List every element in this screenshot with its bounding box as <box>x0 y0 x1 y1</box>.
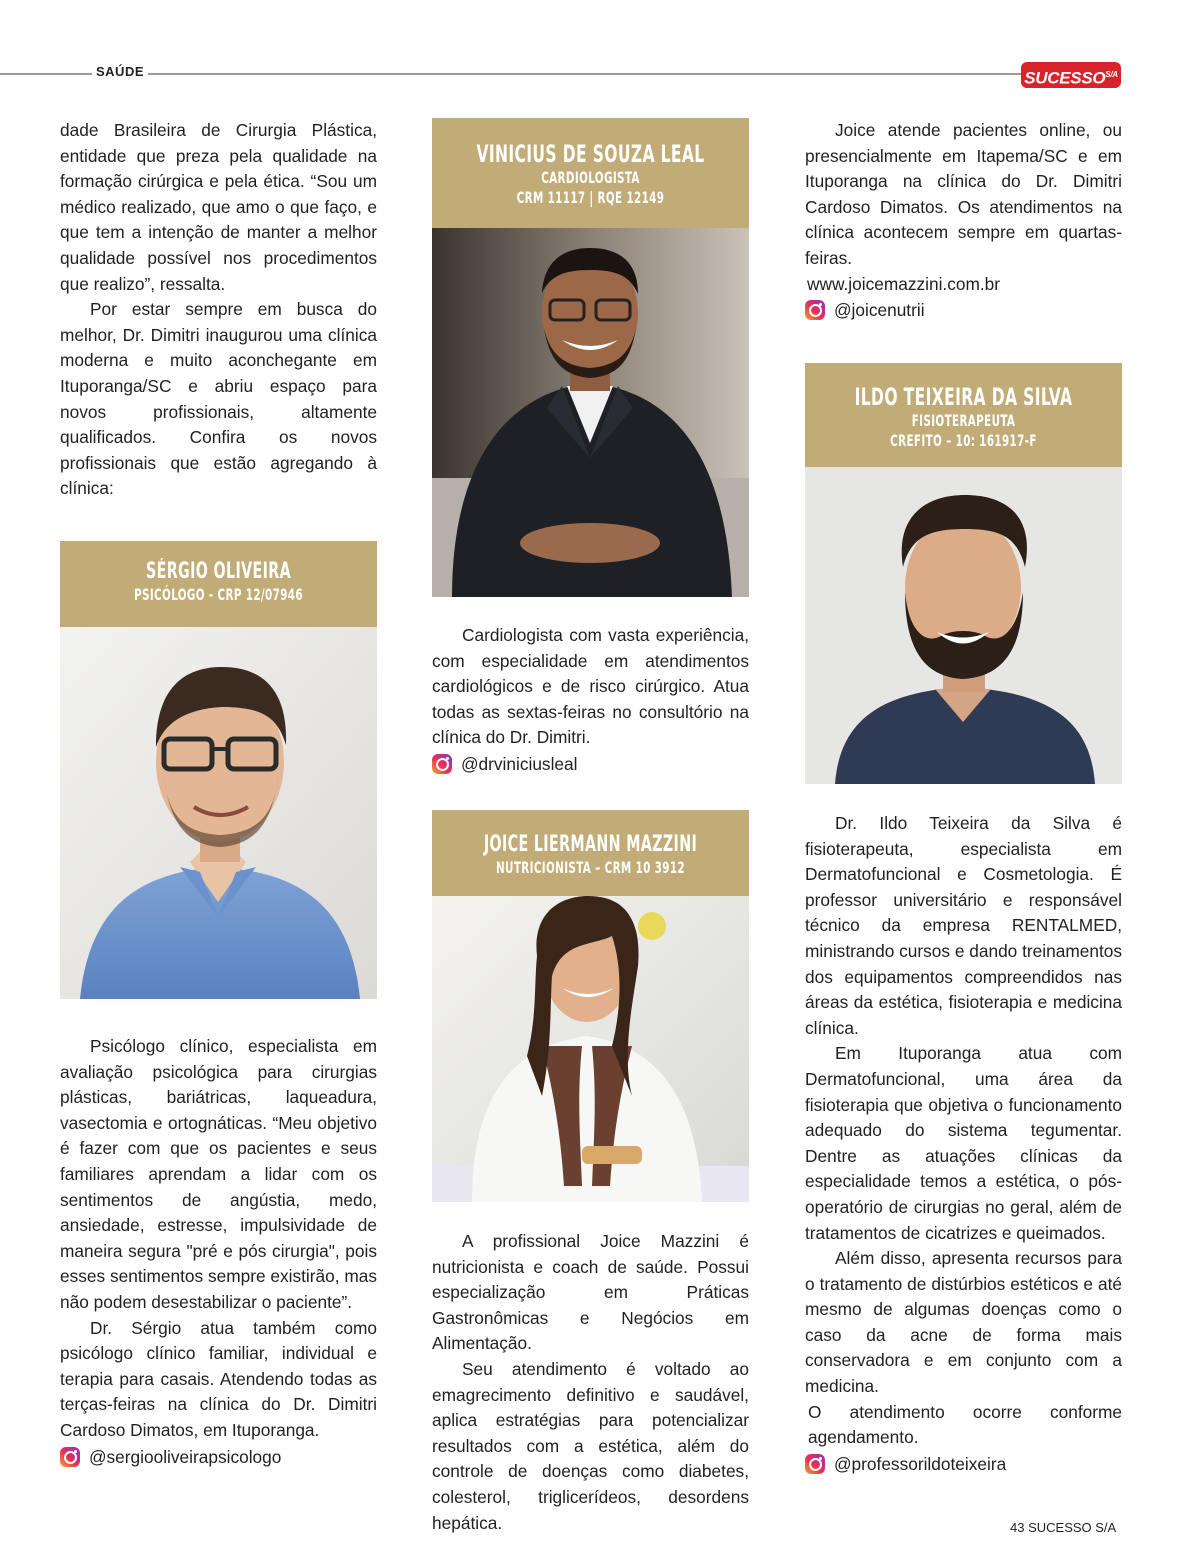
photo-vinicius <box>432 228 749 597</box>
page-number: 43 SUCESSO S/A <box>1010 1520 1117 1535</box>
profile-credential: CRM 11117 | RQE 12149 <box>516 188 665 207</box>
sergio-text <box>60 1034 377 1470</box>
vinicius-paragraph-1: Cardiologista com vasta experiência, com especialidade em atendimentos cardiológicos e de risco cirúrgico. Atua todas as sextas-feiras no consultório na clínica do Dr. Dimitri. <box>432 625 749 748</box>
profile-header-joice <box>432 810 749 896</box>
ildo-paragraph-3: Além disso, apresenta recursos para o tratamento de distúrbios estéticos e até mesmo de algumas doenças como o caso da acne de forma mais conservadora e em conjunto com a medicina. <box>805 1248 1122 1397</box>
instagram-icon <box>805 300 825 320</box>
joice-text <box>432 1229 749 1536</box>
profile-header-sergio <box>60 541 377 627</box>
profile-header-ildo <box>805 363 1122 467</box>
profile-credential: PSICÓLOGO - CRP 12/07946 <box>134 585 303 604</box>
profile-name: SÉRGIO OLIVEIRA <box>145 559 291 584</box>
instagram-icon <box>805 1454 825 1474</box>
joice-continued-paragraph: Joice atende pacientes online, ou presencialmente em Itapema/SC e em Ituporanga na clínica do Dr. Dimitri Cardoso Dimatos. Os atendimentos na clínica acontecem sempre em quartas-feiras. <box>805 120 1122 268</box>
ildo-paragraph-2: Em Ituporanga atua com Dermatofuncional, uma área da fisioterapia que objetiva o funcionamento adequado do sistema tegumentar. Dentre as atuações clínicas da especialidade temos a estética, o pós-operatório de cirurgias no geral, além de tratamentos de cicatrizes e queimados. <box>805 1043 1122 1243</box>
header-rule-left <box>0 73 92 75</box>
profile-name: ILDO TEIXEIRA DA SILVA <box>854 383 1073 411</box>
profile-credential: CREFITO – 10: 161917-F <box>890 431 1037 450</box>
ildo-text <box>805 811 1122 1477</box>
vinicius-text <box>432 623 749 777</box>
profile-credential: NUTRICIONISTA – CRM 10 3912 <box>496 858 685 877</box>
photo-joice <box>432 896 749 1202</box>
profile-name: VINICIUS DE SOUZA LEAL <box>476 140 705 168</box>
instagram-icon <box>60 1447 80 1467</box>
magazine-logo: $SUCESSO^{S/A}$ <box>1021 62 1121 88</box>
left-intro <box>60 118 377 502</box>
ildo-paragraph-4: O atendimento ocorre conforme agendamento. <box>808 1401 1122 1448</box>
joice-continued <box>805 118 1122 323</box>
intro-paragraph-1: dade Brasileira de Cirurgia Plástica, entidade que preza pela qualidade na formação cirúrgica e pela ética. “Sou um médico realizado, que amo o que faço, e que tem a intenção de manter a melhor qualidade possível nos procedimentos que realizo”, ressalta. <box>60 120 377 294</box>
instagram-handle: @joicenutrii <box>834 300 925 321</box>
sergio-paragraph-2: Dr. Sérgio atua também como psicólogo clínico familiar, individual e terapia para casais. Atendendo todas as terças-feiras na clínica do Dr. Dimitri Cardoso Dimatos, em Ituporanga. <box>60 1317 377 1440</box>
photo-ildo <box>805 467 1122 784</box>
instagram-ildo[interactable] <box>805 1451 1122 1477</box>
instagram-sergio[interactable] <box>60 1444 377 1470</box>
instagram-handle: @sergiooliveirapsicologo <box>89 1446 282 1467</box>
section-label: SAÚDE <box>92 64 148 79</box>
joice-paragraph-2: Seu atendimento é voltado ao emagrecimento definitivo e saudável, aplica estratégias para potencializar resultados com a estética, além do controle de doenças como diabetes, colesterol, triglicerídeos, desordens hepática. <box>432 1358 749 1533</box>
intro-paragraph-2: Por estar sempre em busca do melhor, Dr. Dimitri inaugurou uma clínica moderna e muito aconchegante em Ituporanga/SC e abriu espaço para novos profissionais, altamente qualificados. Confira os novos profissionais que estão agregando à clínica: <box>60 299 377 499</box>
header-rule-right <box>135 73 1021 75</box>
profile-specialty: CARDIOLOGISTA <box>541 168 640 187</box>
instagram-vinicius[interactable] <box>432 751 749 777</box>
instagram-handle: @professorildoteixeira <box>834 1453 1007 1474</box>
profile-specialty: FISIOTERAPEUTA <box>911 411 1016 430</box>
instagram-joice[interactable] <box>805 297 1122 323</box>
joice-website[interactable]: www.joicemazzini.com.br <box>807 273 1001 294</box>
ildo-paragraph-1: Dr. Ildo Teixeira da Silva é fisioterapeuta, especialista em Dermatofuncional e Cosmetologia. É professor universitário e responsável técnico da empresa RENTALMED, ministrando cursos e dando treinamentos dos equipamentos compreendidos nas áreas da estética, fisioterapia e medicina clínica. <box>805 813 1122 1038</box>
joice-paragraph-1: A profissional Joice Mazzini é nutricionista e coach de saúde. Possui especialização em Práticas Gastronômicas e Negócios em Alimentação. <box>432 1231 749 1354</box>
instagram-icon <box>432 754 452 774</box>
sergio-paragraph-1: Psicólogo clínico, especialista em avaliação psicológica para cirurgias plásticas, bariátricas, laqueadura, vasectomia e ortognáticas. “Meu objetivo é fazer com que os pacientes e seus familiares aprendam a lidar com os sentimentos de angústia, medo, ansiedade, estresse, impulsividade de maneira segura "pré e pós cirurgia", pois esses sentimentos sempre existirão, mas não podem desestabilizar o paciente”. <box>60 1036 377 1312</box>
profile-header-vinicius <box>432 118 749 228</box>
photo-sergio <box>60 627 377 999</box>
profile-name: JOICE LIERMANN MAZZINI <box>483 832 698 857</box>
instagram-handle: @drviniciusleal <box>461 753 578 774</box>
